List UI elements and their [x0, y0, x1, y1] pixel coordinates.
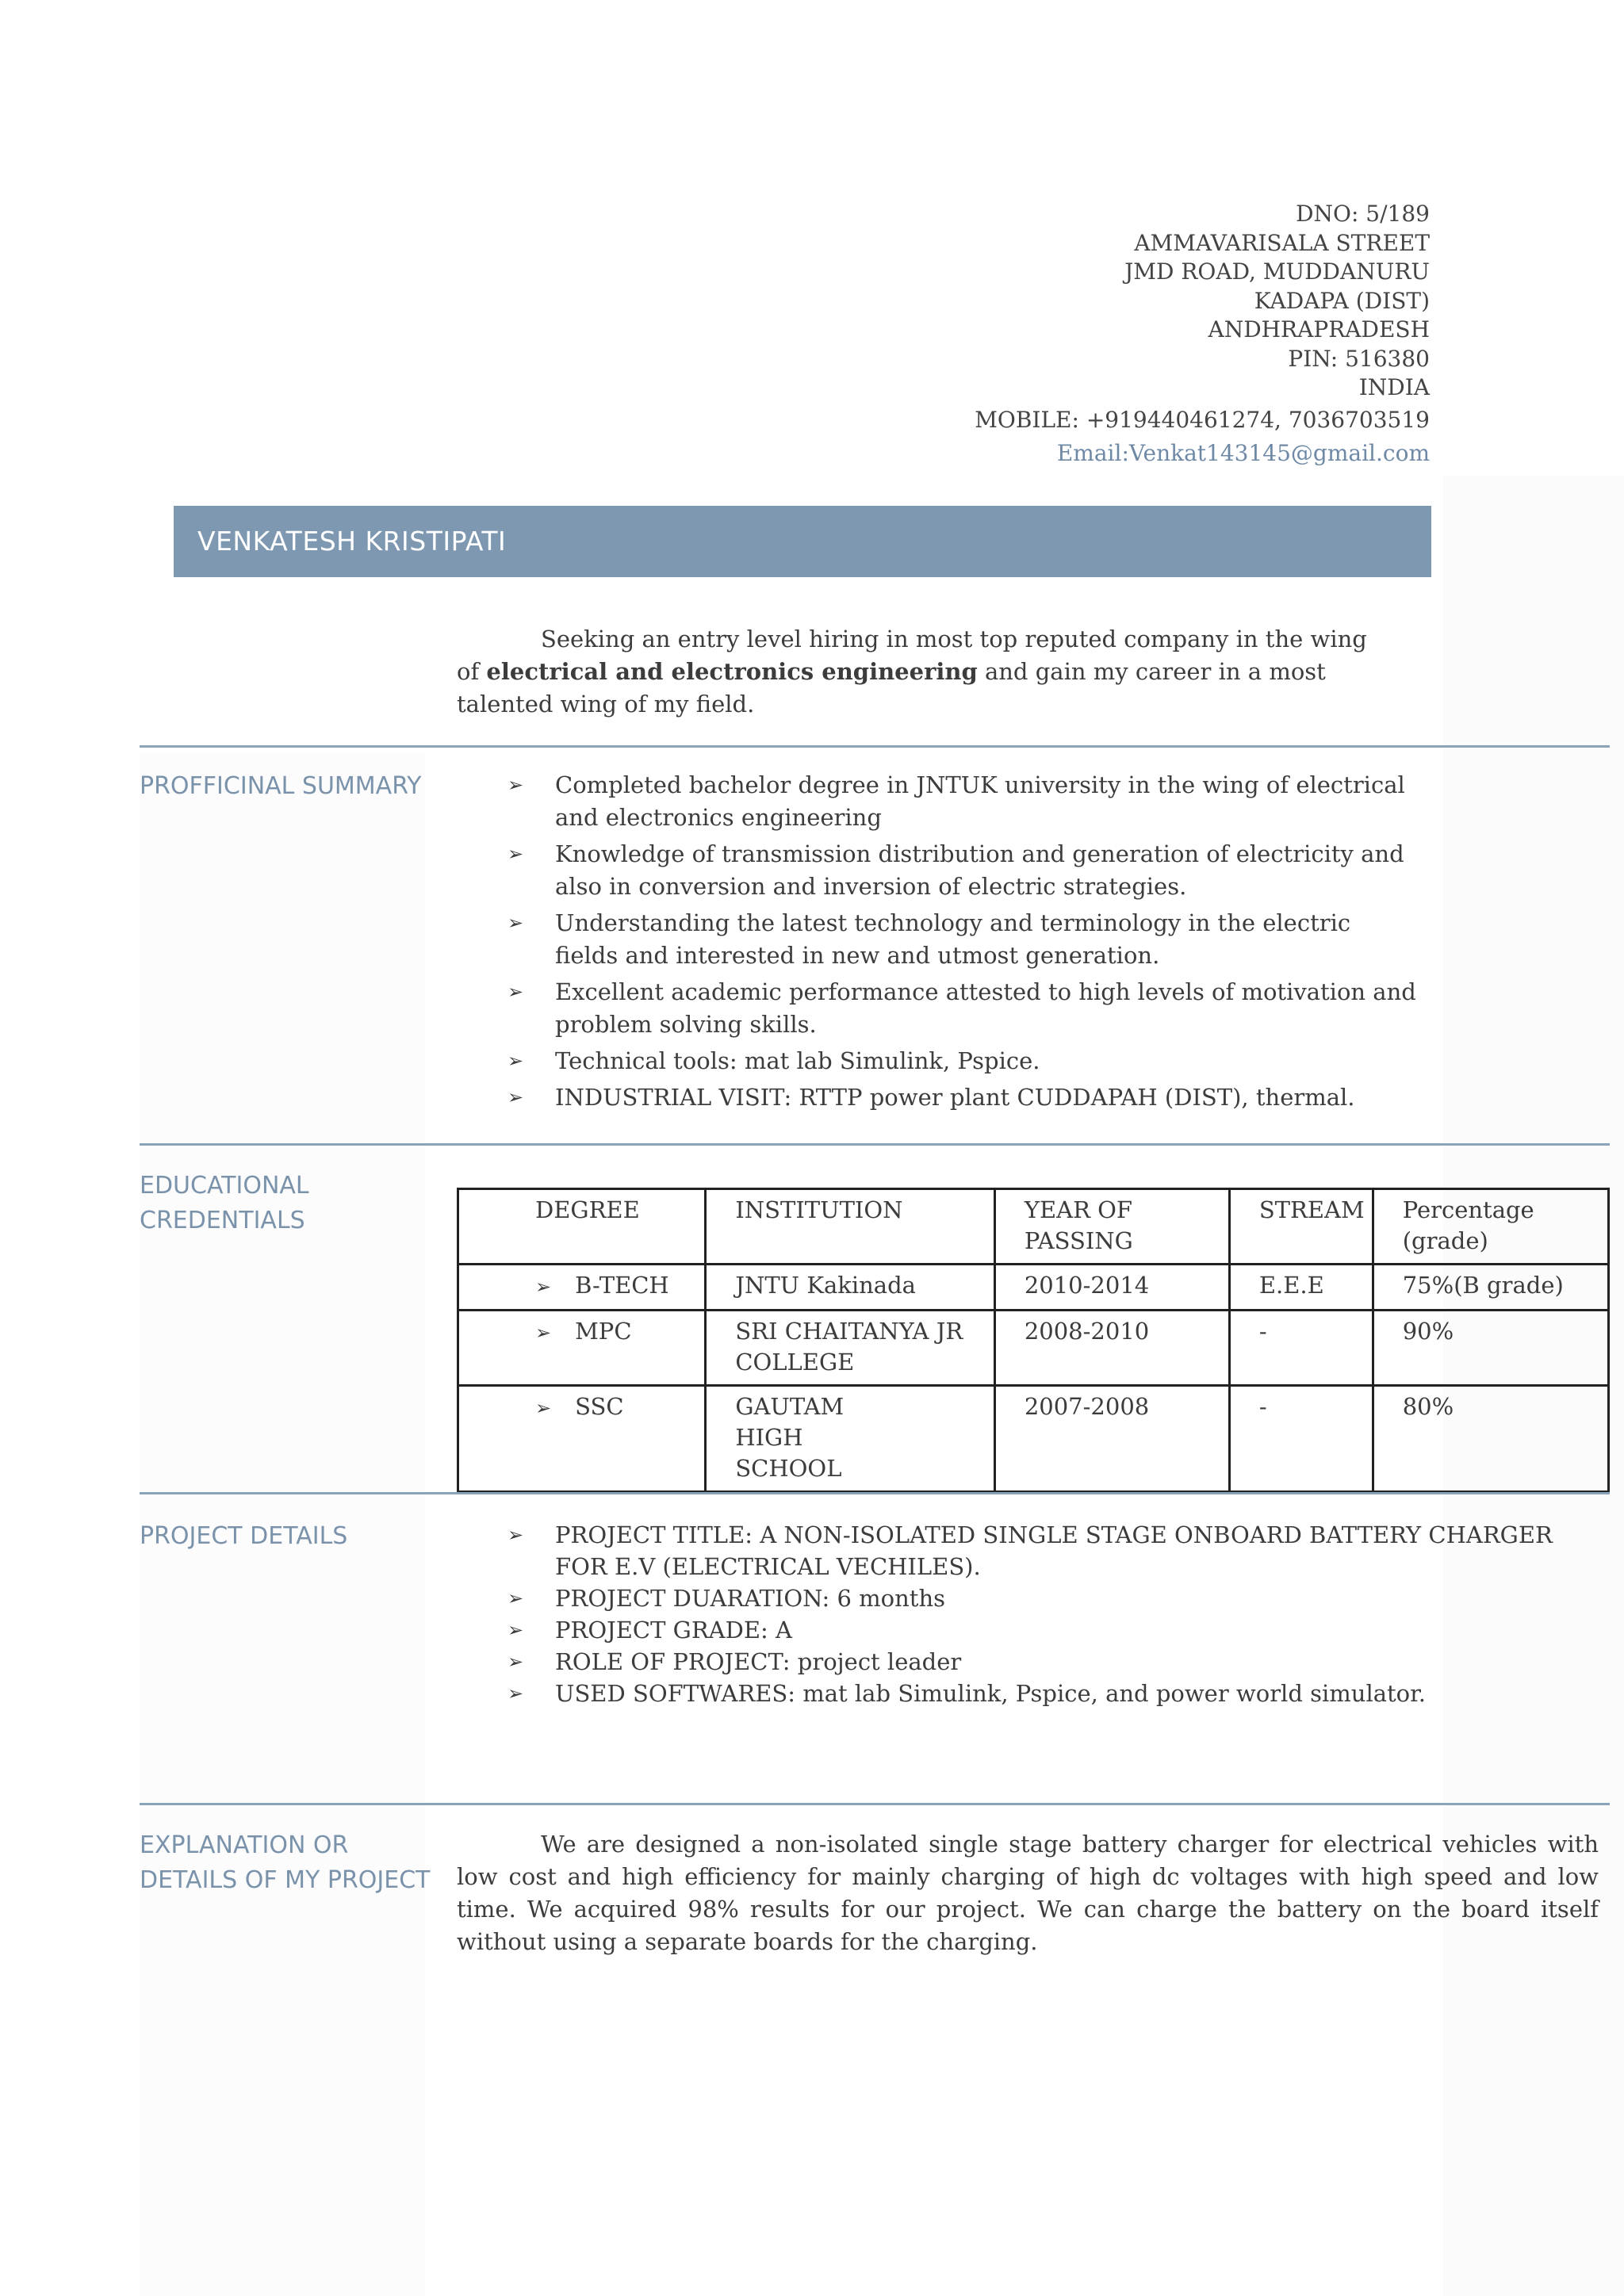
objective-bold-text: electrical and electronics engineering [486, 658, 978, 685]
list-item-text: Excellent academic performance attested to high levels of motivation and problem solving skills. [555, 978, 1416, 1038]
table-cell: - [1229, 1311, 1373, 1386]
address-line: JMD ROAD, MUDDANURU [1124, 258, 1430, 285]
list-item [508, 1081, 1419, 1114]
list-item-text: INDUSTRIAL VISIT: RTTP power plant CUDDAPAH (DIST), thermal. [555, 1084, 1355, 1111]
explanation-section-label [140, 1828, 441, 1898]
list-item [508, 1582, 1594, 1614]
education-label-line: EDUCATIONAL [140, 1172, 309, 1200]
arrowhead-bullet-icon: ➢ [508, 981, 524, 1003]
table-cell [458, 1311, 706, 1386]
arrowhead-bullet-icon: ➢ [508, 1050, 524, 1072]
explanation-label-line: DETAILS OF MY PROJECT [140, 1866, 431, 1894]
list-item [508, 1614, 1594, 1646]
contact-block [975, 200, 1430, 469]
arrowhead-bullet-icon: ➢ [508, 1619, 524, 1641]
arrowhead-bullet-icon: ➢ [508, 1524, 524, 1546]
list-item [508, 1678, 1594, 1709]
section-divider [140, 1143, 1610, 1146]
table-cell [458, 1265, 706, 1311]
list-item-text: PROJECT DUARATION: 6 months [555, 1585, 946, 1612]
objective-text: Seeking an entry level hiring in most top reputed company in the wing of [457, 626, 1367, 685]
education-section-label [140, 1169, 441, 1238]
table-header: INSTITUTION [706, 1189, 995, 1265]
address-line: AMMAVARISALA STREET [1134, 229, 1430, 256]
section-divider [140, 1803, 1610, 1805]
table-row [458, 1265, 1609, 1311]
list-item-text: ROLE OF PROJECT: project leader [555, 1648, 962, 1675]
arrowhead-bullet-icon: ➢ [508, 912, 524, 934]
list-item [508, 838, 1419, 903]
section-divider [140, 745, 1610, 748]
table-header-row [458, 1189, 1609, 1265]
table-cell: JNTU Kakinada [706, 1265, 995, 1311]
table-cell: 2007-2008 [994, 1386, 1229, 1492]
list-item-text: Knowledge of transmission distribution and generation of electricity and also in conversion and inversion of electric strategies. [555, 840, 1404, 900]
list-item-text: PROJECT TITLE: A NON-ISOLATED SINGLE STAGE ONBOARD BATTERY CHARGER FOR E.V (ELECTRICAL VECHILES). [555, 1521, 1553, 1580]
list-item-text: Understanding the latest technology and terminology in the electric fields and interested in new and utmost generation. [555, 909, 1351, 969]
address-line: DNO: 5/189 [1296, 201, 1430, 227]
table-row [458, 1386, 1609, 1492]
table-cell: GAUTAM HIGH SCHOOL [706, 1386, 995, 1492]
education-label-line: CREDENTIALS [140, 1207, 305, 1234]
mobile-number: MOBILE: +919440461274, 7036703519 [975, 406, 1430, 433]
table-header: DEGREE [458, 1189, 706, 1265]
address-line: PIN: 516380 [1288, 345, 1430, 372]
table-header: STREAM [1229, 1189, 1373, 1265]
degree-text: MPC [575, 1318, 632, 1345]
table-cell: 2008-2010 [994, 1311, 1229, 1386]
education-table [457, 1188, 1610, 1493]
table-cell: SRI CHAITANYA JR COLLEGE [706, 1311, 995, 1386]
email-link[interactable]: Email:Venkat143145@gmail.com [1056, 440, 1430, 466]
candidate-name: VENKATESH KRISTIPATI [197, 526, 507, 557]
summary-section-label: PROFFICINAL SUMMARY [140, 772, 422, 800]
address-line: INDIA [1358, 374, 1430, 400]
list-item-text: USED SOFTWARES: mat lab Simulink, Pspice, and power world simulator. [555, 1680, 1427, 1707]
address-line: KADAPA (DIST) [1254, 287, 1430, 314]
arrowhead-bullet-icon: ➢ [508, 774, 524, 796]
arrowhead-bullet-icon: ➢ [535, 1276, 552, 1298]
arrowhead-bullet-icon: ➢ [508, 1587, 524, 1609]
explanation-label-line: EXPLANATION OR [140, 1831, 349, 1859]
table-cell: 75%(B grade) [1373, 1265, 1608, 1311]
list-item-text: PROJECT GRADE: A [555, 1617, 792, 1644]
list-item-text: Completed bachelor degree in JNTUK university in the wing of electrical and electronics engineering [555, 771, 1405, 831]
list-item [508, 976, 1419, 1041]
arrowhead-bullet-icon: ➢ [508, 1682, 524, 1705]
table-cell: E.E.E [1229, 1265, 1373, 1311]
project-list [508, 1519, 1594, 1709]
arrowhead-bullet-icon: ➢ [508, 843, 524, 865]
list-item-text: Technical tools: mat lab Simulink, Pspice. [555, 1047, 1040, 1074]
table-cell: 80% [1373, 1386, 1608, 1492]
summary-list [508, 769, 1419, 1118]
explanation-text: We are designed a non-isolated single stage battery charger for electrical vehicles with low cost and high efficiency for mainly charging of high dc voltages with high speed and low time. We acquired 98% results for our project. We can charge the battery on the board itself without using a separate boards for the charging. [457, 1831, 1599, 1955]
degree-text: SSC [575, 1393, 624, 1420]
arrowhead-bullet-icon: ➢ [508, 1651, 524, 1673]
list-item [508, 1045, 1419, 1077]
table-cell: 90% [1373, 1311, 1608, 1386]
arrowhead-bullet-icon: ➢ [535, 1397, 552, 1419]
list-item [508, 769, 1419, 834]
table-cell [458, 1386, 706, 1492]
table-header: YEAR OF PASSING [994, 1189, 1229, 1265]
arrowhead-bullet-icon: ➢ [508, 1086, 524, 1108]
table-row [458, 1311, 1609, 1386]
address-line: ANDHRAPRADESH [1208, 316, 1430, 342]
degree-text: B-TECH [575, 1272, 669, 1299]
section-divider [140, 1492, 1610, 1494]
list-item [508, 1646, 1594, 1678]
list-item [508, 1519, 1594, 1582]
list-item [508, 907, 1419, 972]
name-banner [174, 506, 1431, 577]
table-cell: 2010-2014 [994, 1265, 1229, 1311]
project-section-label: PROJECT DETAILS [140, 1522, 348, 1550]
table-cell: - [1229, 1386, 1373, 1492]
table-header: Percentage (grade) [1373, 1189, 1608, 1265]
objective-text-end: and gain my career in a most talented wing of my field. [457, 658, 1326, 718]
project-explanation [457, 1828, 1599, 1958]
arrowhead-bullet-icon: ➢ [535, 1322, 552, 1344]
career-objective [457, 623, 1392, 721]
